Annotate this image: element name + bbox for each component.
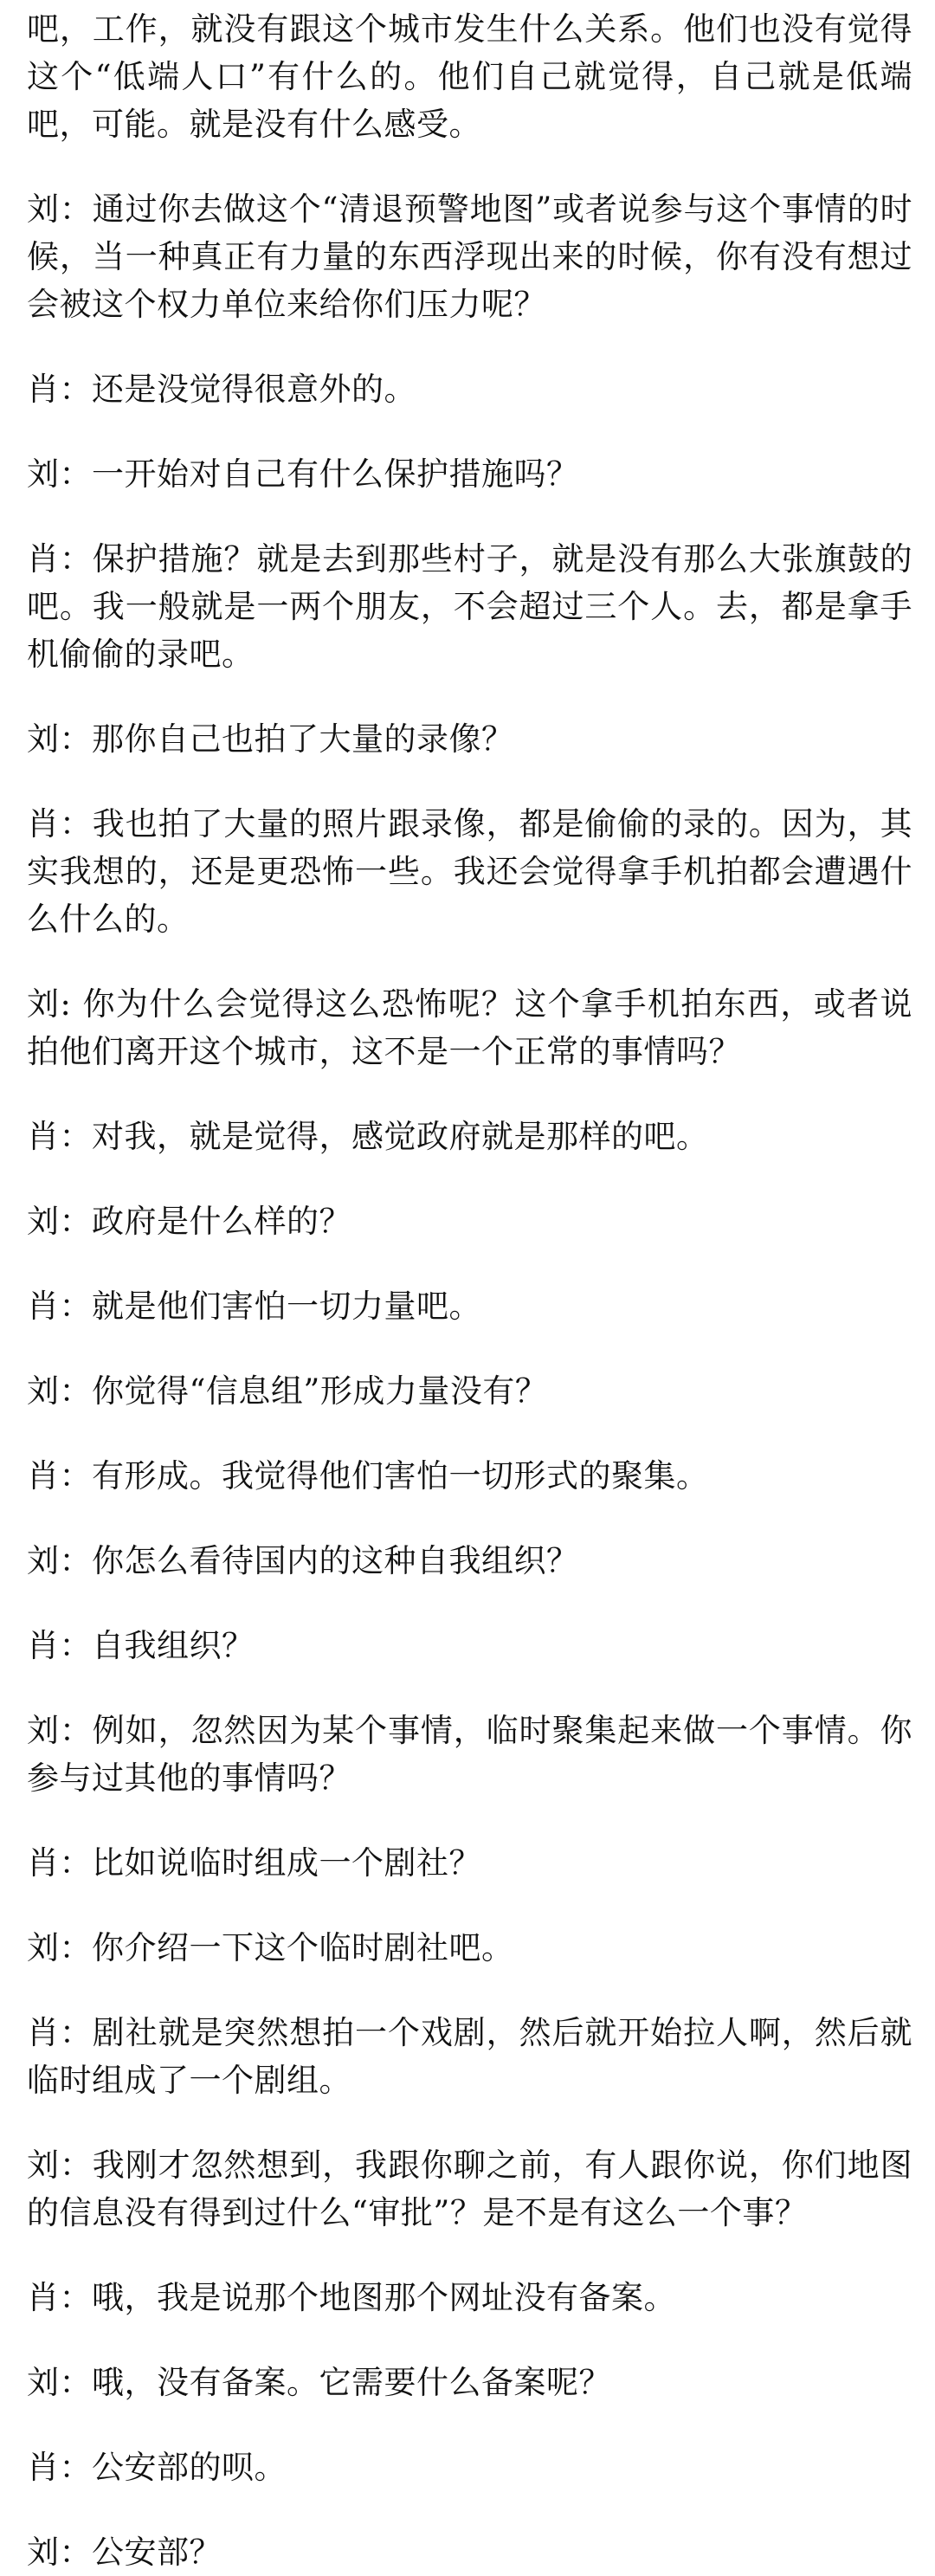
- paragraph: 肖：就是他们害怕一切力量吧。: [27, 1288, 481, 1325]
- paragraph: 肖：对我，就是觉得，感觉政府就是那样的吧。: [27, 1118, 709, 1155]
- paragraph: 刘：你觉得“信息组”形成力量没有？: [27, 1372, 548, 1410]
- paragraph: 刘：公安部？: [27, 2534, 222, 2571]
- paragraph: 肖：比如说临时组成一个剧社？: [27, 1844, 481, 1882]
- paragraph: 肖：有形成。我觉得他们害怕一切形式的聚集。: [27, 1457, 709, 1495]
- paragraph: 肖：公安部的呗。: [27, 2449, 287, 2486]
- paragraph: 刘：哦，没有备案。它需要什么备案呢？: [27, 2364, 611, 2401]
- paragraph: 刘：你怎么看待国内的这种自我组织？: [27, 1542, 579, 1579]
- paragraph: 刘：政府是什么样的？: [27, 1203, 351, 1240]
- paragraph: 吧，工作，就没有跟这个城市发生什么关系。他们也没有觉得这个“低端人口”有什么的。他们自己就觉得，自己就是低端吧，可能。就是没有什么感受。: [27, 10, 912, 143]
- paragraph: 刘：你介绍一下这个临时剧社吧。: [27, 1929, 514, 1966]
- paragraph: 肖：保护措施？就是去到那些村子，就是没有那么大张旗鼓的吧。我一般就是一两个朋友，不会超过三个人。去，都是拿手机偷偷的录吧。: [27, 540, 912, 673]
- paragraph: 刘：一开始对自己有什么保护措施吗？: [27, 455, 579, 493]
- paragraph: 刘：那你自己也拍了大量的录像？: [27, 720, 514, 758]
- paragraph: 肖：自我组织？: [27, 1627, 255, 1664]
- paragraph: 刘：例如，忽然因为某个事情，临时聚集起来做一个事情。你参与过其他的事情吗？: [27, 1712, 912, 1797]
- paragraph: 刘：通过你去做这个“清退预警地图”或者说参与这个事情的时候，当一种真正有力量的东西浮现出来的时候，你有没有想过会被这个权力单位来给你们压力呢？: [27, 190, 912, 323]
- paragraph: 肖：剧社就是突然想拍一个戏剧，然后就开始拉人啊，然后就临时组成了一个剧组。: [27, 2014, 912, 2099]
- paragraph: 刘：我刚才忽然想到，我跟你聊之前，有人跟你说，你们地图的信息没有得到过什么“审批”？是不是有这么一个事？: [27, 2147, 912, 2231]
- paragraph: 肖：哦，我是说那个地图那个网址没有备案。: [27, 2279, 676, 2316]
- paragraph: 肖：我也拍了大量的照片跟录像，都是偷偷的录的。因为，其实我想的，还是更恐怖一些。我还会觉得拿手机拍都会遭遇什么什么的。: [27, 805, 912, 938]
- paragraph: 肖：还是没觉得很意外的。: [27, 371, 416, 408]
- paragraph: 刘: 你为什么会觉得这么恐怖呢？这个拿手机拍东西，或者说拍他们离开这个城市，这不是一个正常的事情吗？: [27, 985, 912, 1070]
